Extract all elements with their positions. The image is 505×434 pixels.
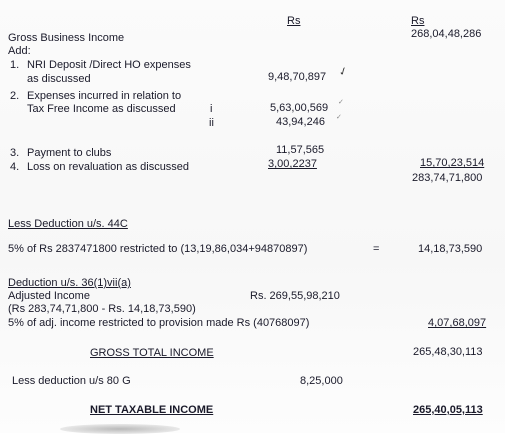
item-2-number: 2. — [10, 90, 20, 102]
deduction-80g-label: Less deduction u/s 80 G — [12, 375, 131, 387]
item-4-total: 15,70,23,514 — [420, 157, 485, 169]
item-1-amount: 9,48,70,897 — [268, 71, 327, 83]
checkmark-icon: ✓ — [337, 64, 350, 80]
net-taxable-income-amount: 265,40,05,113 — [413, 404, 483, 416]
item-1-number: 1. — [10, 59, 20, 71]
gross-total-income-label: GROSS TOTAL INCOME — [90, 347, 214, 359]
deduction-36-heading: Deduction u/s. 36(1)vii(a) — [8, 277, 131, 289]
add-label: Add: — [8, 45, 31, 57]
deduction-36-amount: 4,07,68,097 — [428, 317, 487, 329]
deduction-44c-amount: 14,18,73,590 — [418, 243, 483, 255]
gross-total-income-amount: 265,48,30,113 — [413, 346, 483, 358]
item-1-line1: NRI Deposit /Direct HO expenses — [27, 59, 191, 71]
item-2-amount-i: 5,63,00,569 — [270, 102, 329, 114]
deduction-44c-equals: = — [373, 243, 380, 255]
net-taxable-income-label: NET TAXABLE INCOME — [90, 404, 214, 416]
item-4-line1: Loss on revaluation as discussed — [27, 161, 190, 173]
adjusted-income-amount: Rs. 269,55,98,210 — [250, 290, 340, 302]
item-3-amount: 11,57,565 — [276, 144, 325, 156]
item-3-number: 3. — [10, 147, 20, 159]
item-2-line1: Expenses incurred in relation to — [27, 90, 182, 102]
item-2-amount-ii: 43,94,246 — [276, 116, 325, 128]
item-2-line2: Tax Free Income as discussed — [27, 103, 176, 115]
adjusted-income-formula: (Rs 283,74,71,800 - Rs. 14,18,73,590) — [8, 303, 196, 315]
item-1-line2: as discussed — [27, 73, 91, 85]
tick-mark-icon: ✓ — [338, 99, 344, 106]
item-4-amount: 3,00,2237 — [268, 158, 317, 170]
column-header-rs-1: Rs — [287, 15, 301, 27]
item-3-line1: Payment to clubs — [27, 147, 112, 159]
item-2-sub-ii: ii — [209, 117, 214, 129]
deduction-36-restricted-text: 5% of adj. income restricted to provision made Rs (40768097) — [8, 317, 310, 329]
item-2-sub-i: i — [210, 103, 213, 115]
subtotal-amount: 283,74,71,800 — [412, 172, 483, 184]
adjusted-income-label: Adjusted Income — [8, 290, 90, 302]
deduction-80g-amount: 8,25,000 — [300, 375, 343, 387]
deduction-44c-heading: Less Deduction u/s. 44C — [8, 218, 128, 230]
gross-business-income-label: Gross Business Income — [8, 32, 125, 44]
item-4-number: 4. — [10, 161, 20, 173]
column-header-rs-2: Rs — [411, 15, 425, 27]
tick-mark-icon: ✓ — [336, 114, 342, 121]
deduction-44c-text: 5% of Rs 2837471800 restricted to (13,19,86,034+94870897) — [8, 243, 308, 255]
gross-business-income-amount: 268,04,48,286 — [411, 28, 482, 40]
